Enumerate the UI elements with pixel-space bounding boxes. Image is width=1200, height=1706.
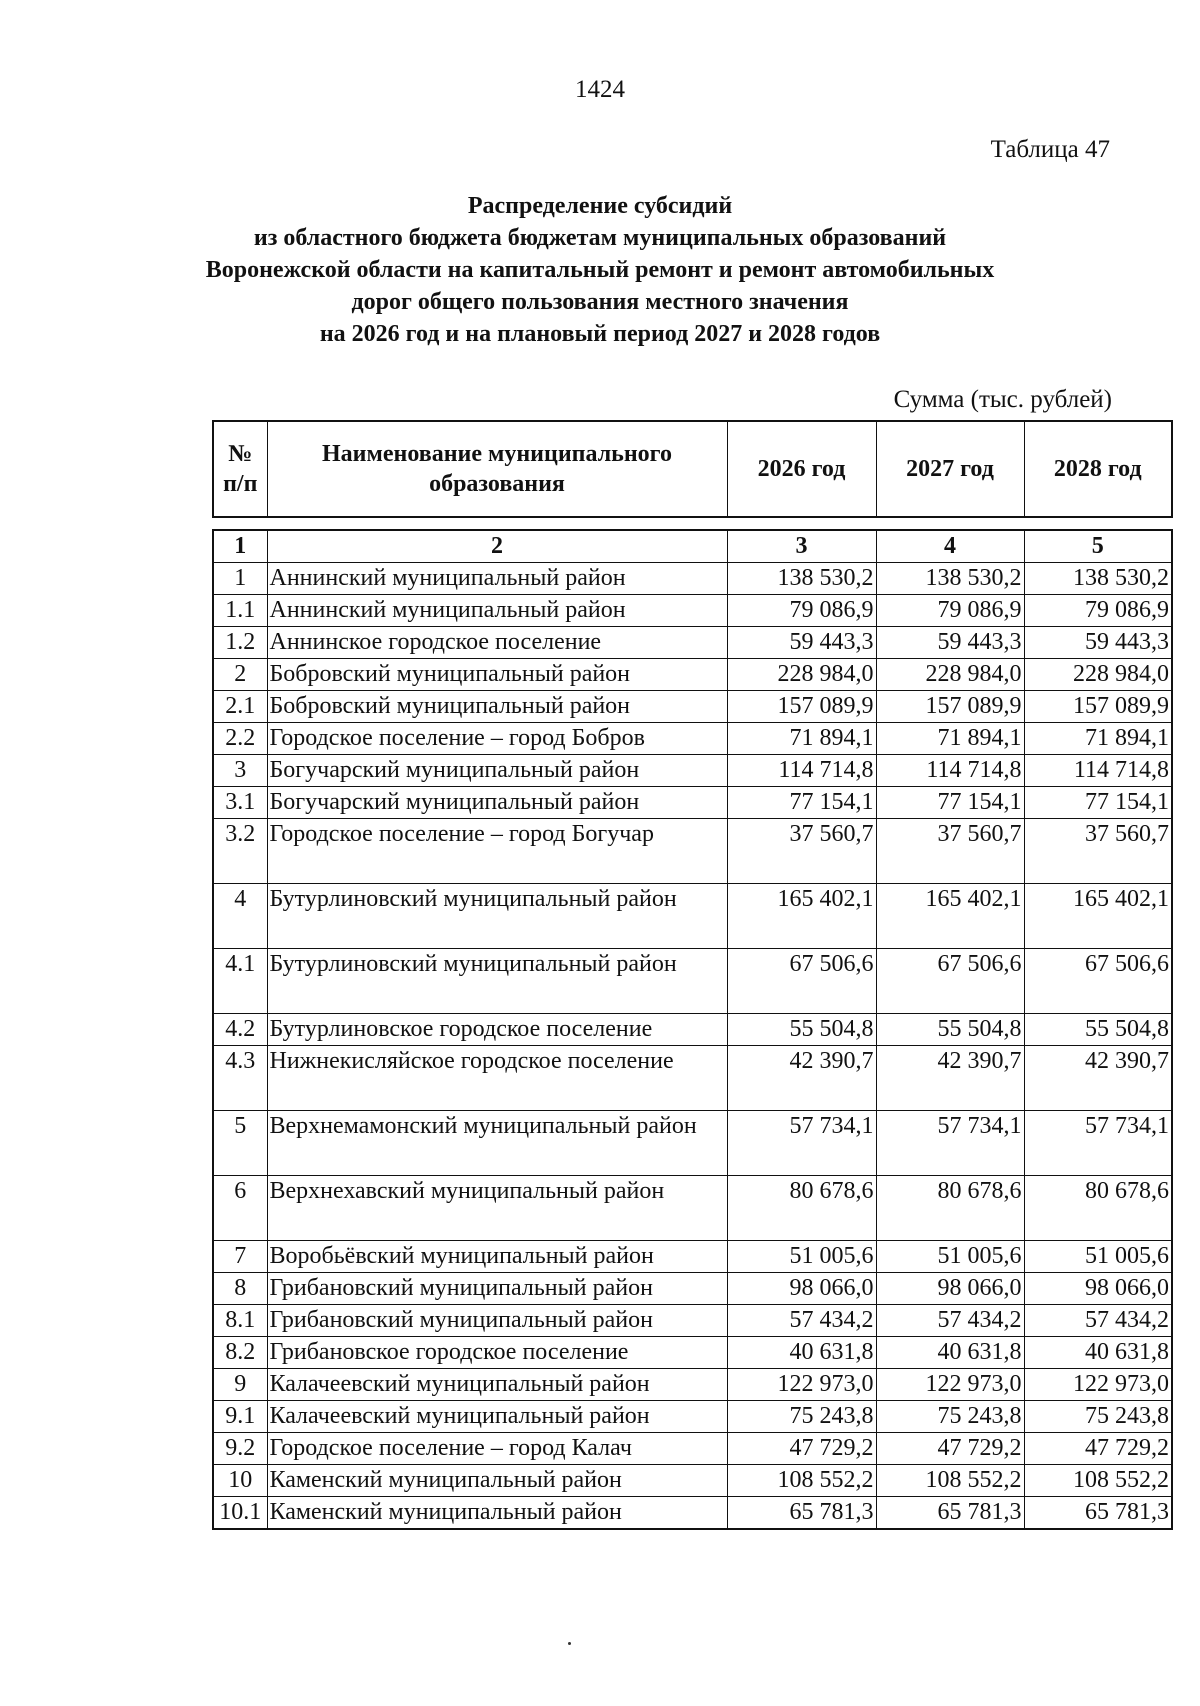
row-name: Богучарский муниципальный район (267, 755, 727, 787)
column-number: 3 (727, 530, 876, 563)
column-number: 1 (213, 530, 267, 563)
row-name: Нижнекисляйское городское поселение (267, 1046, 727, 1111)
row-value-2027: 57 734,1 (876, 1111, 1024, 1176)
row-name: Аннинское городское поселение (267, 627, 727, 659)
row-name: Калачеевский муниципальный район (267, 1401, 727, 1433)
row-name: Каменский муниципальный район (267, 1465, 727, 1497)
table-row (213, 819, 1172, 884)
row-value-2027: 65 781,3 (876, 1497, 1024, 1530)
row-value-2028: 165 402,1 (1024, 884, 1172, 949)
table-row (213, 1465, 1172, 1497)
row-value-2027: 98 066,0 (876, 1273, 1024, 1305)
row-name: Аннинский муниципальный район (267, 563, 727, 595)
column-number: 4 (876, 530, 1024, 563)
table-row (213, 627, 1172, 659)
row-name: Каменский муниципальный район (267, 1497, 727, 1530)
row-name: Грибановский муниципальный район (267, 1305, 727, 1337)
table-row (213, 1433, 1172, 1465)
row-name: Грибановский муниципальный район (267, 1273, 727, 1305)
row-index: 8 (213, 1273, 267, 1305)
row-value-2028: 157 089,9 (1024, 691, 1172, 723)
row-value-2027: 165 402,1 (876, 884, 1024, 949)
row-index: 10.1 (213, 1497, 267, 1530)
table-row (213, 1111, 1172, 1176)
row-value-2026: 57 734,1 (727, 1111, 876, 1176)
row-value-2028: 57 734,1 (1024, 1111, 1172, 1176)
row-value-2028: 65 781,3 (1024, 1497, 1172, 1530)
row-value-2027: 40 631,8 (876, 1337, 1024, 1369)
row-value-2028: 77 154,1 (1024, 787, 1172, 819)
row-value-2026: 75 243,8 (727, 1401, 876, 1433)
row-value-2027: 55 504,8 (876, 1014, 1024, 1046)
header-index: № п/п (213, 421, 267, 517)
units-label: Сумма (тыс. рублей) (893, 386, 1112, 413)
table-row (213, 755, 1172, 787)
row-value-2027: 79 086,9 (876, 595, 1024, 627)
column-number-row (213, 530, 1172, 563)
row-value-2028: 122 973,0 (1024, 1369, 1172, 1401)
row-value-2028: 40 631,8 (1024, 1337, 1172, 1369)
row-value-2027: 138 530,2 (876, 563, 1024, 595)
table-row (213, 723, 1172, 755)
row-value-2026: 108 552,2 (727, 1465, 876, 1497)
row-value-2027: 80 678,6 (876, 1176, 1024, 1241)
row-name: Богучарский муниципальный район (267, 787, 727, 819)
row-index: 3 (213, 755, 267, 787)
row-value-2026: 42 390,7 (727, 1046, 876, 1111)
row-value-2026: 65 781,3 (727, 1497, 876, 1530)
row-name: Бутурлиновское городское поселение (267, 1014, 727, 1046)
row-index: 8.2 (213, 1337, 267, 1369)
row-value-2027: 71 894,1 (876, 723, 1024, 755)
row-value-2026: 37 560,7 (727, 819, 876, 884)
table-row (213, 884, 1172, 949)
row-index: 9 (213, 1369, 267, 1401)
row-index: 1 (213, 563, 267, 595)
row-index: 10 (213, 1465, 267, 1497)
row-value-2027: 228 984,0 (876, 659, 1024, 691)
table-row (213, 1273, 1172, 1305)
row-name: Бутурлиновский муниципальный район (267, 949, 727, 1014)
table-row (213, 787, 1172, 819)
row-name: Городское поселение – город Калач (267, 1433, 727, 1465)
row-value-2028: 228 984,0 (1024, 659, 1172, 691)
row-value-2026: 47 729,2 (727, 1433, 876, 1465)
table-row (213, 691, 1172, 723)
title-line: на 2026 год и на плановый период 2027 и 2028 годов (319, 321, 881, 347)
row-value-2028: 59 443,3 (1024, 627, 1172, 659)
row-value-2026: 98 066,0 (727, 1273, 876, 1305)
title-line: из областного бюджета бюджетам муниципальных образований (253, 225, 947, 251)
row-value-2027: 108 552,2 (876, 1465, 1024, 1497)
column-number: 2 (267, 530, 727, 563)
row-value-2027: 114 714,8 (876, 755, 1024, 787)
row-index: 3.2 (213, 819, 267, 884)
table-row (213, 1401, 1172, 1433)
page-number: 1424 (575, 76, 625, 103)
row-value-2027: 59 443,3 (876, 627, 1024, 659)
row-name: Воробьёвский муниципальный район (267, 1241, 727, 1273)
row-name: Бобровский муниципальный район (267, 691, 727, 723)
row-value-2026: 40 631,8 (727, 1337, 876, 1369)
row-value-2026: 228 984,0 (727, 659, 876, 691)
row-value-2027: 47 729,2 (876, 1433, 1024, 1465)
row-index: 3.1 (213, 787, 267, 819)
row-index: 7 (213, 1241, 267, 1273)
row-value-2026: 59 443,3 (727, 627, 876, 659)
row-index: 4.2 (213, 1014, 267, 1046)
row-index: 4 (213, 884, 267, 949)
row-index: 2.2 (213, 723, 267, 755)
column-number: 5 (1024, 530, 1172, 563)
row-index: 6 (213, 1176, 267, 1241)
row-value-2027: 157 089,9 (876, 691, 1024, 723)
document-title (0, 190, 1200, 350)
row-value-2026: 67 506,6 (727, 949, 876, 1014)
row-value-2026: 114 714,8 (727, 755, 876, 787)
row-index: 5 (213, 1111, 267, 1176)
row-value-2028: 114 714,8 (1024, 755, 1172, 787)
header-name: Наименование муниципального образования (267, 421, 727, 517)
row-index: 4.1 (213, 949, 267, 1014)
row-name: Городское поселение – город Богучар (267, 819, 727, 884)
table-row (213, 1046, 1172, 1111)
row-value-2026: 138 530,2 (727, 563, 876, 595)
header-2026: 2026 год (727, 421, 876, 517)
table-row (213, 1497, 1172, 1530)
row-value-2027: 37 560,7 (876, 819, 1024, 884)
table-row (213, 1305, 1172, 1337)
title-line: дорог общего пользования местного значения (351, 289, 849, 315)
table-row (213, 1176, 1172, 1241)
row-value-2028: 80 678,6 (1024, 1176, 1172, 1241)
table-row (213, 1014, 1172, 1046)
table-header (212, 420, 1173, 518)
row-value-2026: 79 086,9 (727, 595, 876, 627)
row-value-2027: 122 973,0 (876, 1369, 1024, 1401)
row-value-2027: 51 005,6 (876, 1241, 1024, 1273)
row-value-2028: 75 243,8 (1024, 1401, 1172, 1433)
row-value-2028: 98 066,0 (1024, 1273, 1172, 1305)
row-index: 2.1 (213, 691, 267, 723)
row-index: 9.1 (213, 1401, 267, 1433)
row-name: Верхнемамонский муниципальный район (267, 1111, 727, 1176)
row-value-2028: 57 434,2 (1024, 1305, 1172, 1337)
scan-dot (568, 1642, 571, 1645)
row-value-2028: 67 506,6 (1024, 949, 1172, 1014)
row-value-2028: 37 560,7 (1024, 819, 1172, 884)
row-value-2027: 67 506,6 (876, 949, 1024, 1014)
row-name: Аннинский муниципальный район (267, 595, 727, 627)
row-value-2026: 80 678,6 (727, 1176, 876, 1241)
row-value-2026: 157 089,9 (727, 691, 876, 723)
row-value-2028: 79 086,9 (1024, 595, 1172, 627)
row-index: 8.1 (213, 1305, 267, 1337)
row-value-2028: 55 504,8 (1024, 1014, 1172, 1046)
row-name: Бутурлиновский муниципальный район (267, 884, 727, 949)
row-value-2028: 108 552,2 (1024, 1465, 1172, 1497)
subsidy-table (212, 529, 1173, 1530)
table-row (213, 659, 1172, 691)
row-name: Верхнехавский муниципальный район (267, 1176, 727, 1241)
table-row (213, 949, 1172, 1014)
table-row (213, 1337, 1172, 1369)
row-index: 4.3 (213, 1046, 267, 1111)
table-row (213, 1241, 1172, 1273)
row-index: 1.1 (213, 595, 267, 627)
row-value-2027: 75 243,8 (876, 1401, 1024, 1433)
row-name: Грибановское городское поселение (267, 1337, 727, 1369)
row-value-2027: 42 390,7 (876, 1046, 1024, 1111)
row-value-2026: 77 154,1 (727, 787, 876, 819)
row-value-2026: 165 402,1 (727, 884, 876, 949)
row-value-2028: 138 530,2 (1024, 563, 1172, 595)
row-value-2026: 51 005,6 (727, 1241, 876, 1273)
row-value-2028: 47 729,2 (1024, 1433, 1172, 1465)
row-name: Калачеевский муниципальный район (267, 1369, 727, 1401)
table-row (213, 1369, 1172, 1401)
row-value-2027: 57 434,2 (876, 1305, 1024, 1337)
row-value-2028: 51 005,6 (1024, 1241, 1172, 1273)
table-row (213, 563, 1172, 595)
row-index: 9.2 (213, 1433, 267, 1465)
row-index: 2 (213, 659, 267, 691)
row-value-2027: 77 154,1 (876, 787, 1024, 819)
title-line: Распределение субсидий (467, 193, 733, 219)
row-value-2026: 122 973,0 (727, 1369, 876, 1401)
title-line: Воронежской области на капитальный ремонт и ремонт автомобильных (205, 257, 995, 283)
header-2027: 2027 год (876, 421, 1024, 517)
row-name: Городское поселение – город Бобров (267, 723, 727, 755)
table-label: Таблица 47 (990, 136, 1110, 163)
row-value-2028: 71 894,1 (1024, 723, 1172, 755)
row-value-2026: 71 894,1 (727, 723, 876, 755)
row-value-2026: 57 434,2 (727, 1305, 876, 1337)
row-value-2026: 55 504,8 (727, 1014, 876, 1046)
row-index: 1.2 (213, 627, 267, 659)
table-row (213, 595, 1172, 627)
header-2028: 2028 год (1024, 421, 1172, 517)
row-value-2028: 42 390,7 (1024, 1046, 1172, 1111)
row-name: Бобровский муниципальный район (267, 659, 727, 691)
